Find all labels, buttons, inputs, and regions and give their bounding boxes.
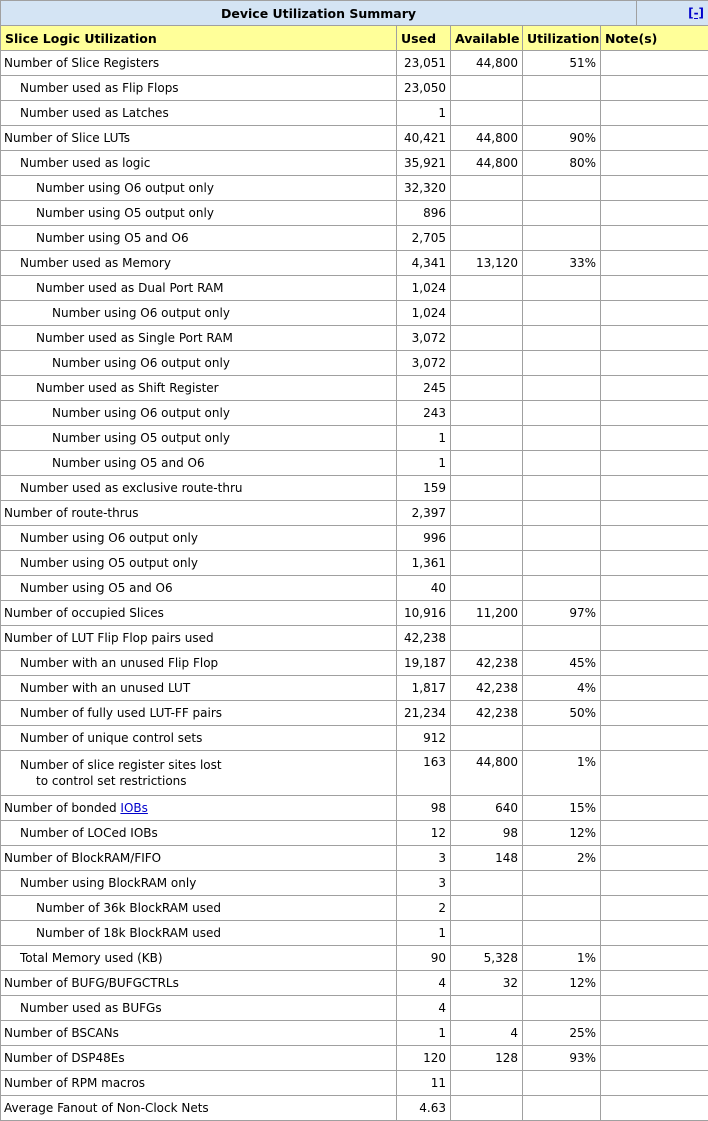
row-label — [1, 751, 397, 796]
used-cell: 996 — [397, 526, 451, 551]
available-cell — [451, 176, 523, 201]
table-row — [1, 896, 708, 921]
notes-cell — [601, 451, 708, 476]
header-utilization: Utilization — [523, 26, 601, 51]
table-row — [1, 301, 708, 326]
used-cell: 896 — [397, 201, 451, 226]
used-cell: 90 — [397, 946, 451, 971]
table-row — [1, 276, 708, 301]
row-label: Number using O6 output only — [1, 301, 397, 326]
utilization-cell: 1% — [523, 946, 601, 971]
available-cell: 42,238 — [451, 701, 523, 726]
used-cell: 1 — [397, 426, 451, 451]
notes-cell — [601, 76, 708, 101]
header-notes: Note(s) — [601, 26, 708, 51]
available-cell — [451, 871, 523, 896]
used-cell: 11 — [397, 1071, 451, 1096]
used-cell: 243 — [397, 401, 451, 426]
notes-cell — [601, 796, 708, 821]
table-row — [1, 796, 708, 821]
title-row — [1, 1, 708, 26]
table-row — [1, 426, 708, 451]
available-cell — [451, 551, 523, 576]
row-label-text: Number of bonded — [4, 801, 120, 815]
utilization-cell — [523, 176, 601, 201]
available-cell: 42,238 — [451, 676, 523, 701]
row-label: Number of 36k BlockRAM used — [1, 896, 397, 921]
notes-cell — [601, 946, 708, 971]
row-label: Number used as Memory — [1, 251, 397, 276]
used-cell: 4 — [397, 971, 451, 996]
used-cell: 2 — [397, 896, 451, 921]
available-cell: 13,120 — [451, 251, 523, 276]
utilization-cell: 33% — [523, 251, 601, 276]
row-label: Total Memory used (KB) — [1, 946, 397, 971]
table-row — [1, 526, 708, 551]
utilization-cell: 45% — [523, 651, 601, 676]
available-cell: 4 — [451, 1021, 523, 1046]
row-label: Number with an unused Flip Flop — [1, 651, 397, 676]
header-used: Used — [397, 26, 451, 51]
notes-cell — [601, 476, 708, 501]
table-row — [1, 676, 708, 701]
row-label: Number using O6 output only — [1, 526, 397, 551]
used-cell: 245 — [397, 376, 451, 401]
available-cell — [451, 921, 523, 946]
utilization-cell — [523, 201, 601, 226]
available-cell — [451, 301, 523, 326]
used-cell: 19,187 — [397, 651, 451, 676]
table-row — [1, 401, 708, 426]
utilization-cell — [523, 551, 601, 576]
notes-cell — [601, 151, 708, 176]
used-cell: 1,817 — [397, 676, 451, 701]
table-row — [1, 501, 708, 526]
row-label-line1: Number of slice register sites lost — [20, 757, 392, 773]
row-label: Number using O5 and O6 — [1, 226, 397, 251]
utilization-cell — [523, 501, 601, 526]
table-row — [1, 726, 708, 751]
table-row — [1, 176, 708, 201]
notes-cell — [601, 726, 708, 751]
available-cell: 98 — [451, 821, 523, 846]
used-cell: 21,234 — [397, 701, 451, 726]
notes-cell — [601, 821, 708, 846]
available-cell: 640 — [451, 796, 523, 821]
row-label: Number of route-thrus — [1, 501, 397, 526]
available-cell — [451, 351, 523, 376]
available-cell: 42,238 — [451, 651, 523, 676]
utilization-cell: 93% — [523, 1046, 601, 1071]
available-cell — [451, 401, 523, 426]
notes-cell — [601, 251, 708, 276]
utilization-cell — [523, 1096, 601, 1121]
row-label: Number used as BUFGs — [1, 996, 397, 1021]
row-label: Number of RPM macros — [1, 1071, 397, 1096]
notes-cell — [601, 501, 708, 526]
used-cell: 40 — [397, 576, 451, 601]
utilization-cell: 97% — [523, 601, 601, 626]
utilization-cell — [523, 896, 601, 921]
notes-cell — [601, 1071, 708, 1096]
notes-cell — [601, 1046, 708, 1071]
used-cell: 912 — [397, 726, 451, 751]
utilization-cell — [523, 996, 601, 1021]
table-row — [1, 921, 708, 946]
available-cell — [451, 726, 523, 751]
utilization-cell — [523, 526, 601, 551]
row-label: Number using O5 and O6 — [1, 451, 397, 476]
row-label: Number using BlockRAM only — [1, 871, 397, 896]
available-cell — [451, 476, 523, 501]
row-label: Number of unique control sets — [1, 726, 397, 751]
table-row — [1, 1071, 708, 1096]
available-cell — [451, 376, 523, 401]
table-row — [1, 751, 708, 796]
notes-cell — [601, 176, 708, 201]
row-label: Number used as Flip Flops — [1, 76, 397, 101]
row-label: Number of BSCANs — [1, 1021, 397, 1046]
utilization-cell — [523, 76, 601, 101]
table-row — [1, 326, 708, 351]
table-row — [1, 476, 708, 501]
utilization-cell: 12% — [523, 971, 601, 996]
row-label: Number of LUT Flip Flop pairs used — [1, 626, 397, 651]
table-row — [1, 101, 708, 126]
row-label: Number using O6 output only — [1, 176, 397, 201]
used-cell: 4 — [397, 996, 451, 1021]
utilization-cell — [523, 726, 601, 751]
table-row — [1, 576, 708, 601]
notes-cell — [601, 1021, 708, 1046]
utilization-cell: 50% — [523, 701, 601, 726]
table-row — [1, 1021, 708, 1046]
available-cell — [451, 76, 523, 101]
notes-cell — [601, 551, 708, 576]
table-row — [1, 946, 708, 971]
used-cell: 42,238 — [397, 626, 451, 651]
notes-cell — [601, 971, 708, 996]
utilization-cell — [523, 276, 601, 301]
collapse-toggle-link[interactable]: [-] — [688, 6, 704, 20]
table-row — [1, 971, 708, 996]
utilization-cell — [523, 301, 601, 326]
utilization-cell — [523, 326, 601, 351]
table-row — [1, 996, 708, 1021]
table-row — [1, 846, 708, 871]
row-label: Average Fanout of Non-Clock Nets — [1, 1096, 397, 1121]
header-available: Available — [451, 26, 523, 51]
utilization-cell — [523, 921, 601, 946]
header-row — [1, 26, 708, 51]
available-cell — [451, 1096, 523, 1121]
row-label: Number of BUFG/BUFGCTRLs — [1, 971, 397, 996]
available-cell — [451, 1071, 523, 1096]
notes-cell — [601, 626, 708, 651]
table-row — [1, 126, 708, 151]
utilization-cell: 80% — [523, 151, 601, 176]
table-row — [1, 871, 708, 896]
table-row — [1, 551, 708, 576]
notes-cell — [601, 921, 708, 946]
available-cell — [451, 526, 523, 551]
table-row — [1, 151, 708, 176]
row-label: Number used as Single Port RAM — [1, 326, 397, 351]
row-label: Number using O5 output only — [1, 551, 397, 576]
used-cell: 3,072 — [397, 351, 451, 376]
utilization-cell — [523, 376, 601, 401]
available-cell: 11,200 — [451, 601, 523, 626]
available-cell: 44,800 — [451, 51, 523, 76]
used-cell: 1 — [397, 101, 451, 126]
available-cell: 44,800 — [451, 126, 523, 151]
notes-cell — [601, 51, 708, 76]
row-label: Number using O5 output only — [1, 201, 397, 226]
utilization-cell — [523, 1071, 601, 1096]
used-cell: 3,072 — [397, 326, 451, 351]
table-row — [1, 1046, 708, 1071]
available-cell — [451, 501, 523, 526]
table-row — [1, 51, 708, 76]
used-cell: 1,024 — [397, 301, 451, 326]
notes-cell — [601, 101, 708, 126]
table-row — [1, 451, 708, 476]
row-label: Number of DSP48Es — [1, 1046, 397, 1071]
used-cell: 163 — [397, 751, 451, 796]
row-label: Number of occupied Slices — [1, 601, 397, 626]
notes-cell — [601, 896, 708, 921]
table-row — [1, 626, 708, 651]
utilization-cell — [523, 871, 601, 896]
table-row — [1, 351, 708, 376]
used-cell: 23,050 — [397, 76, 451, 101]
utilization-cell: 51% — [523, 51, 601, 76]
notes-cell — [601, 996, 708, 1021]
notes-cell — [601, 701, 708, 726]
table-row — [1, 376, 708, 401]
table-row — [1, 821, 708, 846]
notes-cell — [601, 846, 708, 871]
utilization-cell: 12% — [523, 821, 601, 846]
row-label: Number of Slice LUTs — [1, 126, 397, 151]
notes-cell — [601, 126, 708, 151]
available-cell — [451, 451, 523, 476]
utilization-cell — [523, 351, 601, 376]
row-label: Number used as Shift Register — [1, 376, 397, 401]
available-cell: 148 — [451, 846, 523, 871]
utilization-cell — [523, 401, 601, 426]
row-label: Number used as Latches — [1, 101, 397, 126]
available-cell — [451, 626, 523, 651]
row-label: Number used as logic — [1, 151, 397, 176]
used-cell: 32,320 — [397, 176, 451, 201]
row-label: Number used as Dual Port RAM — [1, 276, 397, 301]
table-row — [1, 1096, 708, 1121]
notes-cell — [601, 1096, 708, 1121]
used-cell: 40,421 — [397, 126, 451, 151]
table-row — [1, 601, 708, 626]
available-cell: 32 — [451, 971, 523, 996]
utilization-cell: 2% — [523, 846, 601, 871]
notes-cell — [601, 276, 708, 301]
row-label — [1, 796, 397, 821]
row-label: Number of BlockRAM/FIFO — [1, 846, 397, 871]
row-label: Number of fully used LUT-FF pairs — [1, 701, 397, 726]
used-cell: 4.63 — [397, 1096, 451, 1121]
notes-cell — [601, 651, 708, 676]
utilization-cell — [523, 101, 601, 126]
table-row — [1, 701, 708, 726]
notes-cell — [601, 526, 708, 551]
row-label-line2: to control set restrictions — [20, 773, 392, 789]
utilization-cell — [523, 426, 601, 451]
table-row — [1, 76, 708, 101]
notes-cell — [601, 201, 708, 226]
used-cell: 4,341 — [397, 251, 451, 276]
notes-cell — [601, 871, 708, 896]
notes-cell — [601, 351, 708, 376]
utilization-cell — [523, 476, 601, 501]
row-label: Number used as exclusive route-thru — [1, 476, 397, 501]
available-cell — [451, 101, 523, 126]
used-cell: 1,024 — [397, 276, 451, 301]
notes-cell — [601, 301, 708, 326]
notes-cell — [601, 601, 708, 626]
row-label: Number with an unused LUT — [1, 676, 397, 701]
available-cell — [451, 576, 523, 601]
table-title: Device Utilization Summary — [1, 1, 637, 26]
notes-cell — [601, 226, 708, 251]
used-cell: 3 — [397, 871, 451, 896]
used-cell: 1 — [397, 921, 451, 946]
table-row — [1, 226, 708, 251]
header-section: Slice Logic Utilization — [1, 26, 397, 51]
used-cell: 23,051 — [397, 51, 451, 76]
row-label: Number of 18k BlockRAM used — [1, 921, 397, 946]
utilization-cell: 90% — [523, 126, 601, 151]
notes-cell — [601, 401, 708, 426]
available-cell — [451, 276, 523, 301]
utilization-cell — [523, 226, 601, 251]
table-row — [1, 651, 708, 676]
available-cell: 44,800 — [451, 151, 523, 176]
notes-cell — [601, 376, 708, 401]
utilization-cell — [523, 576, 601, 601]
row-label: Number using O6 output only — [1, 351, 397, 376]
notes-cell — [601, 751, 708, 796]
iobs-link[interactable]: IOBs — [120, 801, 147, 815]
available-cell: 5,328 — [451, 946, 523, 971]
used-cell: 1,361 — [397, 551, 451, 576]
notes-cell — [601, 576, 708, 601]
used-cell: 120 — [397, 1046, 451, 1071]
used-cell: 35,921 — [397, 151, 451, 176]
available-cell — [451, 201, 523, 226]
row-label: Number of Slice Registers — [1, 51, 397, 76]
available-cell — [451, 226, 523, 251]
available-cell — [451, 326, 523, 351]
used-cell: 3 — [397, 846, 451, 871]
used-cell: 159 — [397, 476, 451, 501]
utilization-cell: 1% — [523, 751, 601, 796]
utilization-cell — [523, 626, 601, 651]
table-row — [1, 251, 708, 276]
available-cell — [451, 896, 523, 921]
collapse-toggle-cell — [637, 1, 708, 26]
used-cell: 1 — [397, 1021, 451, 1046]
utilization-cell: 15% — [523, 796, 601, 821]
used-cell: 2,705 — [397, 226, 451, 251]
row-label: Number using O6 output only — [1, 401, 397, 426]
available-cell: 128 — [451, 1046, 523, 1071]
row-label: Number of LOCed IOBs — [1, 821, 397, 846]
used-cell: 12 — [397, 821, 451, 846]
used-cell: 98 — [397, 796, 451, 821]
table-row — [1, 201, 708, 226]
row-label: Number using O5 and O6 — [1, 576, 397, 601]
used-cell: 1 — [397, 451, 451, 476]
notes-cell — [601, 676, 708, 701]
utilization-cell — [523, 451, 601, 476]
used-cell: 10,916 — [397, 601, 451, 626]
used-cell: 2,397 — [397, 501, 451, 526]
row-label: Number using O5 output only — [1, 426, 397, 451]
notes-cell — [601, 326, 708, 351]
notes-cell — [601, 426, 708, 451]
utilization-cell: 4% — [523, 676, 601, 701]
available-cell — [451, 426, 523, 451]
available-cell — [451, 996, 523, 1021]
utilization-cell: 25% — [523, 1021, 601, 1046]
available-cell: 44,800 — [451, 751, 523, 796]
